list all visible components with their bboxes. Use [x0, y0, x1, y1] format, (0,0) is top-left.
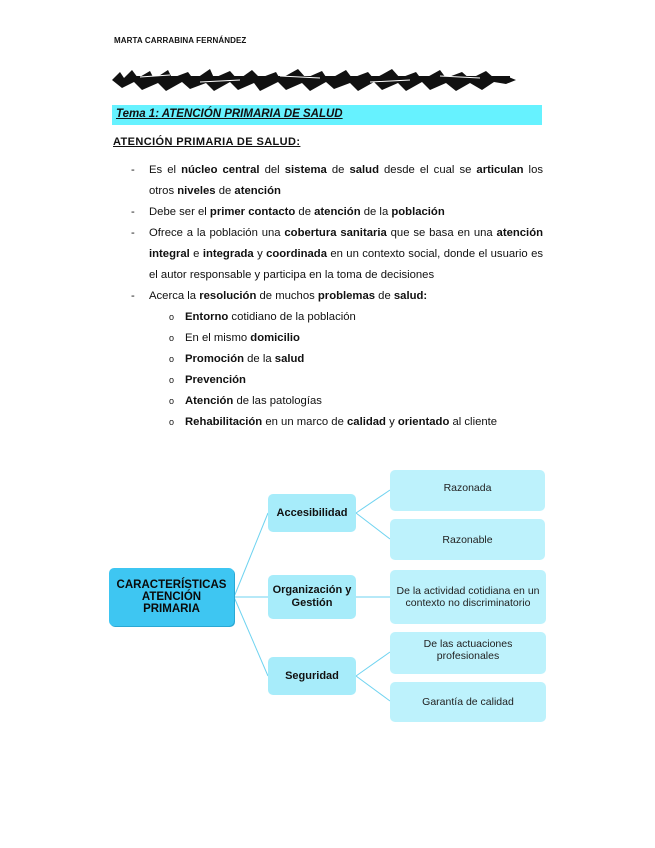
sub-bullet-text: Atención de las patologías — [185, 395, 322, 407]
leaf-garantia-calidad: Garantía de calidad — [390, 682, 546, 722]
bullet-text: Acerca la resolución de muchos problemas de salud: — [149, 290, 428, 302]
root-label-line: ATENCIÓN — [141, 591, 202, 603]
root-label-line: PRIMARIA — [143, 603, 200, 615]
sub-bullet-text: Prevención — [185, 374, 246, 386]
node-accesibilidad: Accesibilidad — [268, 494, 356, 532]
node-organizacion-gestion: Organización y Gestión — [268, 575, 356, 619]
bullet-text: Es el núcleo central del sistema de salud desde el cual se articulan los otros niveles de atención — [149, 164, 543, 197]
sub-bullet-text: Promoción de la salud — [185, 353, 305, 365]
bullet-text: Debe ser el primer contacto de atención de la población — [149, 206, 445, 218]
leaf-razonable: Razonable — [390, 519, 545, 560]
dash-marker: - — [131, 227, 135, 239]
bullet-text: Ofrece a la población una cobertura sanitaria que se basa en una atención integral e integrada y coordinada en un contexto social, donde el usuario es el autor responsable y participa en la toma de decisiones — [149, 227, 543, 281]
root-label-line: CARACTERÍSTICAS — [116, 579, 227, 591]
topic-title: Tema 1: ATENCIÓN PRIMARIA DE SALUD — [116, 108, 343, 120]
sub-bullet-text: Rehabilitación en un marco de calidad y orientado al cliente — [185, 416, 498, 428]
circle-marker-icon: o — [169, 417, 175, 427]
root-node-caracteristicas — [109, 568, 234, 626]
dash-marker: - — [131, 164, 135, 176]
dash-marker: - — [131, 290, 135, 302]
circle-marker-icon: o — [169, 312, 175, 322]
dash-marker: - — [131, 206, 135, 218]
circle-marker-icon: o — [169, 333, 175, 343]
leaf-actuaciones-profesionales: De las actuaciones profesionales — [390, 632, 546, 674]
section-title: ATENCIÓN PRIMARIA DE SALUD: — [113, 136, 301, 148]
node-seguridad: Seguridad — [268, 657, 356, 695]
circle-marker-icon: o — [169, 375, 175, 385]
author-name: MARTA CARRABINA FERNÁNDEZ — [114, 36, 247, 45]
leaf-actividad-cotidiana: De la actividad cotidiana en un contexto no discriminatorio — [390, 570, 546, 624]
sub-bullet-text: Entorno cotidiano de la población — [185, 311, 356, 323]
circle-marker-icon: o — [169, 354, 175, 364]
sub-bullet-text: En el mismo domicilio — [185, 332, 300, 344]
circle-marker-icon: o — [169, 396, 175, 406]
leaf-razonada: Razonada — [390, 470, 545, 511]
